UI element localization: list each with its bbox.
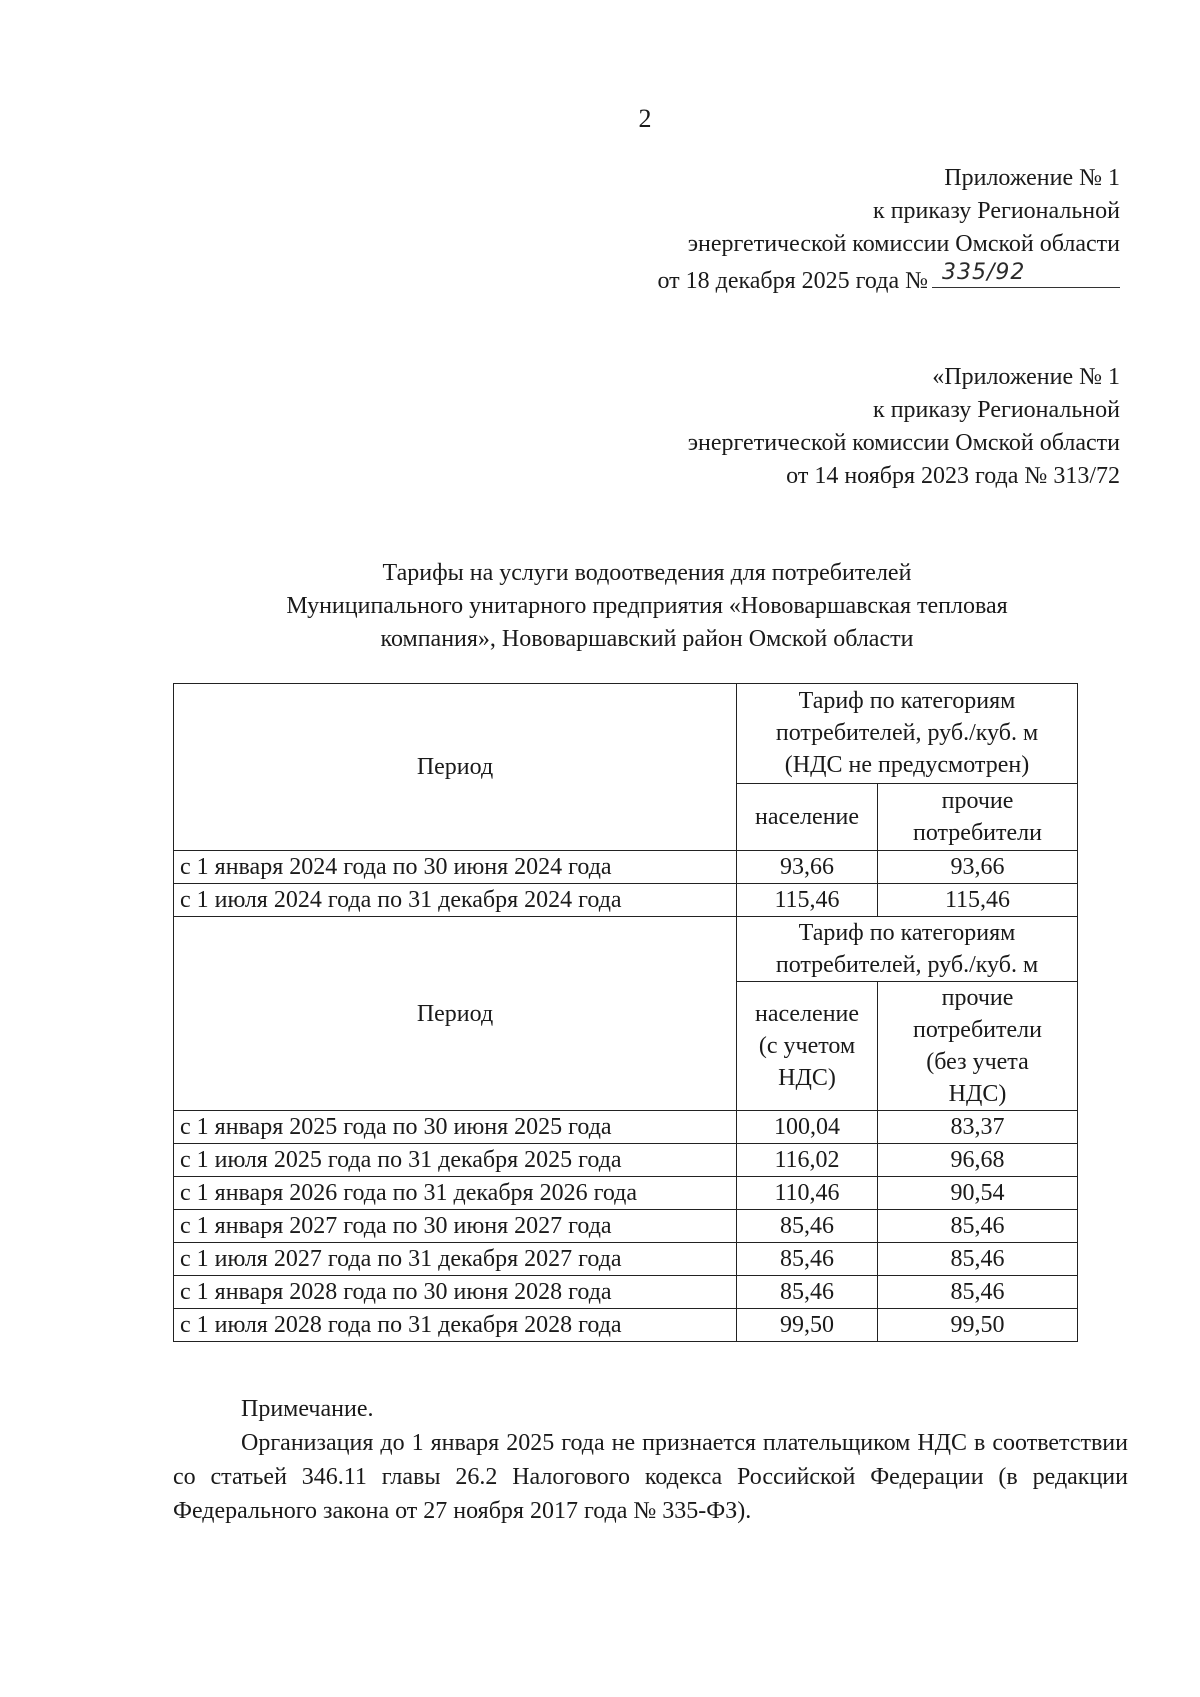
other-tariff-cell: 99,50	[878, 1309, 1078, 1342]
tariff-header	[737, 917, 1078, 982]
handwritten-order-number: 335/92	[942, 260, 1026, 285]
period-header: Период	[174, 917, 737, 1111]
tariff-header-line1: Тариф по категориям	[798, 688, 1016, 715]
column-population-line1: население	[754, 1001, 860, 1027]
column-population-line1: население	[754, 803, 860, 830]
table-row	[174, 1111, 1078, 1144]
period-cell: с 1 января 2027 года по 30 июня 2027 года	[174, 1210, 737, 1243]
tariff-header-line2: потребителей, руб./куб. м	[775, 952, 1039, 978]
title-line2: Муниципального унитарного предприятия «Нововаршавская тепловая	[286, 593, 1008, 619]
column-other-line2: потребители	[913, 1017, 1042, 1043]
note-heading: Примечание.	[241, 1396, 374, 1422]
column-other-header	[878, 783, 1078, 850]
tariff-table	[173, 683, 1078, 1342]
column-population-line3: НДС)	[778, 1065, 836, 1091]
period-cell: с 1 июля 2024 года по 31 декабря 2024 года	[174, 884, 737, 917]
population-tariff-cell: 85,46	[737, 1243, 878, 1276]
column-other-header	[878, 982, 1078, 1111]
table-row	[174, 884, 1078, 917]
other-tariff-cell: 85,46	[878, 1243, 1078, 1276]
other-tariff-cell: 93,66	[878, 851, 1078, 884]
appendix-current-line4	[657, 261, 1120, 298]
appendix-current-line3: энергетической комиссии Омской области	[687, 231, 1120, 257]
appendix-original-line3: энергетической комиссии Омской области	[687, 430, 1120, 456]
title-line1: Тарифы на услуги водоотведения для потребителей	[382, 560, 912, 586]
population-tariff-cell: 116,02	[737, 1144, 878, 1177]
order-number-underline	[932, 261, 1120, 288]
tariff-header	[737, 684, 1078, 784]
table-header-row	[174, 684, 1078, 784]
population-tariff-cell: 93,66	[737, 851, 878, 884]
tariff-header-line2: потребителей, руб./куб. м	[775, 720, 1039, 747]
other-tariff-cell: 85,46	[878, 1210, 1078, 1243]
column-population-header	[737, 982, 878, 1111]
appendix-current-line1: Приложение № 1	[944, 165, 1120, 191]
period-cell: с 1 января 2024 года по 30 июня 2024 года	[174, 851, 737, 884]
population-tariff-cell: 115,46	[737, 884, 878, 917]
column-population-line2: (с учетом	[758, 1033, 856, 1059]
table-row	[174, 1243, 1078, 1276]
column-other-line1: прочие	[941, 787, 1014, 814]
appendix-original-line1: «Приложение № 1	[932, 364, 1120, 390]
other-tariff-cell: 115,46	[878, 884, 1078, 917]
appendix-original-line2: к приказу Региональной	[873, 397, 1120, 423]
column-other-line4: НДС)	[948, 1081, 1007, 1107]
table-header-row	[174, 917, 1078, 982]
table-row	[174, 1309, 1078, 1342]
period-header: Период	[174, 684, 737, 851]
table-row	[174, 851, 1078, 884]
appendix-current-date: от 18 декабря 2025 года №	[657, 268, 928, 294]
period-cell: с 1 июля 2027 года по 31 декабря 2027 года	[174, 1243, 737, 1276]
page-number: 2	[638, 104, 652, 133]
note-text: Организация до 1 января 2025 года не признается плательщиком НДС в соответствии со статьей 346.11 главы 26.2 Налогового кодекса Российской Федерации (в редакции Федерального закона от 27 ноября 2017 года № 335-ФЗ).	[173, 1430, 1128, 1524]
population-tariff-cell: 85,46	[737, 1276, 878, 1309]
document-title	[172, 557, 1122, 656]
table-row	[174, 1210, 1078, 1243]
period-cell: с 1 января 2025 года по 30 июня 2025 года	[174, 1111, 737, 1144]
period-cell: с 1 января 2026 года по 31 декабря 2026 года	[174, 1177, 737, 1210]
population-tariff-cell: 85,46	[737, 1210, 878, 1243]
population-tariff-cell: 99,50	[737, 1309, 878, 1342]
title-line3: компания», Нововаршавский район Омской области	[380, 626, 914, 652]
population-tariff-cell: 110,46	[737, 1177, 878, 1210]
population-tariff-cell: 100,04	[737, 1111, 878, 1144]
column-other-line2: потребители	[913, 819, 1042, 846]
other-tariff-cell: 90,54	[878, 1177, 1078, 1210]
period-cell: с 1 июля 2025 года по 31 декабря 2025 года	[174, 1144, 737, 1177]
other-tariff-cell: 85,46	[878, 1276, 1078, 1309]
note-section	[173, 1392, 1128, 1528]
appendix-original-header	[688, 361, 1120, 493]
other-tariff-cell: 83,37	[878, 1111, 1078, 1144]
appendix-current-line2: к приказу Региональной	[873, 198, 1120, 224]
period-cell: с 1 января 2028 года по 30 июня 2028 года	[174, 1276, 737, 1309]
tariff-header-line3: (НДС не предусмотрен)	[784, 752, 1030, 779]
table-row	[174, 1144, 1078, 1177]
appendix-original-line4: от 14 ноября 2023 года № 313/72	[786, 463, 1120, 489]
period-cell: с 1 июля 2028 года по 31 декабря 2028 года	[174, 1309, 737, 1342]
other-tariff-cell: 96,68	[878, 1144, 1078, 1177]
column-population-header	[737, 783, 878, 850]
table-row	[174, 1177, 1078, 1210]
column-other-line3: (без учета	[926, 1049, 1029, 1075]
tariff-header-line1: Тариф по категориям	[798, 920, 1016, 946]
table-row	[174, 1276, 1078, 1309]
column-other-line1: прочие	[941, 985, 1014, 1011]
appendix-current-header	[657, 162, 1120, 298]
